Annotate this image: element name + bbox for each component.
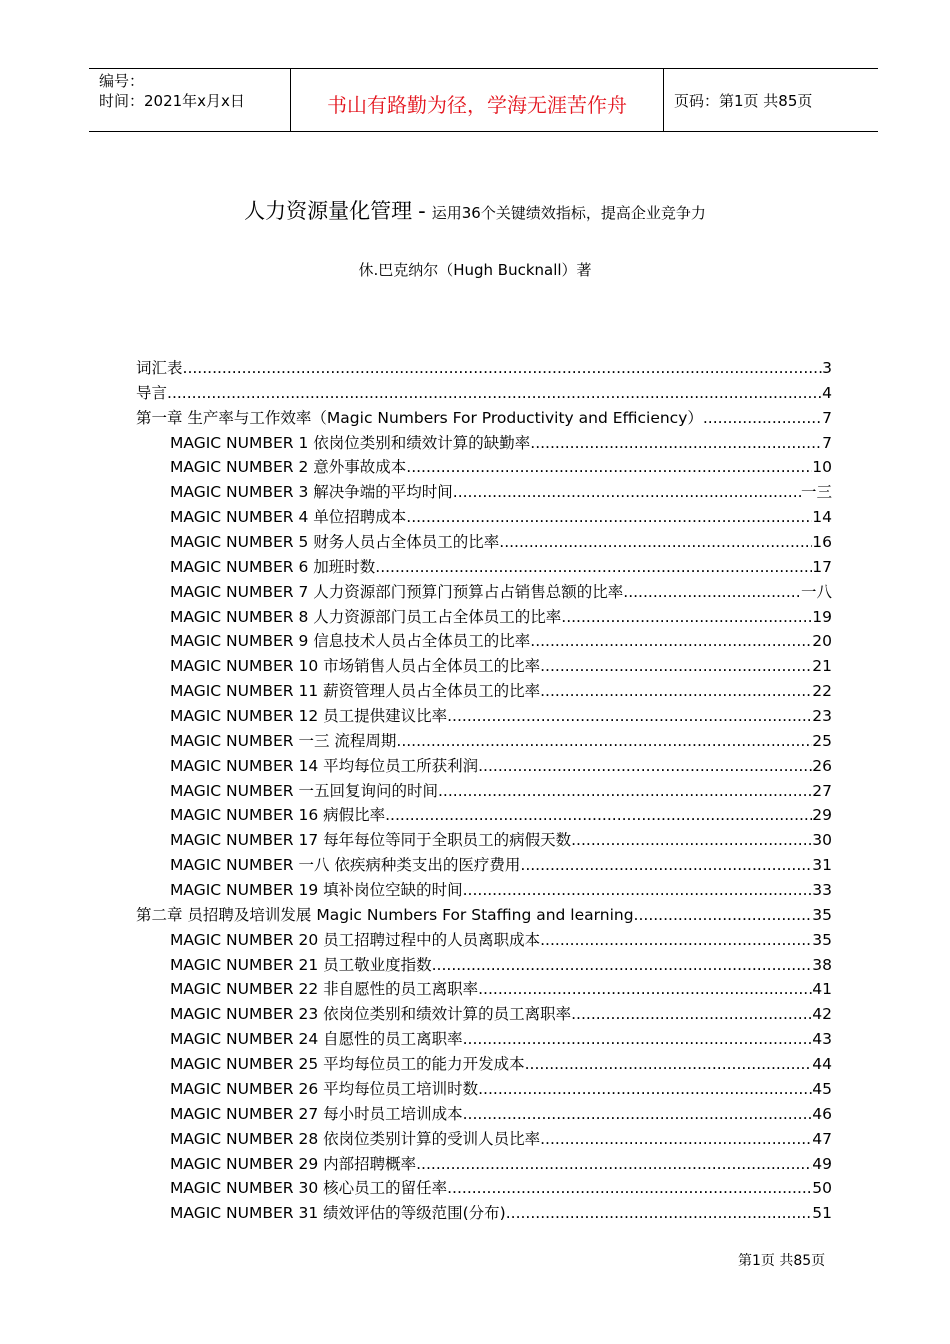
toc-entry[interactable]	[136, 431, 832, 456]
toc-leader-dots	[530, 632, 812, 650]
toc-leader-dots	[540, 1130, 812, 1148]
toc-entry-page: 一八	[800, 582, 832, 601]
toc-entry-title: MAGIC NUMBER 12 员工提供建议比率	[170, 707, 448, 726]
toc-leader-dots	[183, 359, 823, 377]
footer-page-label: 第1页 共85页	[738, 1253, 826, 1269]
toc-entry-title: MAGIC NUMBER 25 平均每位员工的能力开发成本	[170, 1055, 525, 1074]
toc-entry-title: MAGIC NUMBER 3 解决争端的平均时间	[170, 483, 453, 502]
toc-leader-dots	[525, 1055, 813, 1073]
toc-entry-title: MAGIC NUMBER 31 绩效评估的等级范围(分布)	[170, 1204, 506, 1223]
toc-leader-dots	[463, 1105, 813, 1123]
toc-leader-dots	[478, 980, 812, 998]
toc-leader-dots	[375, 558, 812, 576]
toc-entry-title: MAGIC NUMBER 14 平均每位员工所获利润	[170, 756, 479, 775]
toc-leader-dots	[530, 434, 822, 452]
toc-entry[interactable]	[136, 977, 832, 1002]
toc-entry-title: MAGIC NUMBER 10 市场销售人员占全体员工的比率	[170, 657, 541, 676]
toc-leader-dots	[634, 906, 813, 924]
toc-leader-dots	[478, 757, 812, 775]
toc-entry-title: MAGIC NUMBER 6 加班时数	[170, 557, 376, 576]
toc-entry[interactable]	[136, 754, 832, 779]
toc-leader-dots	[463, 1030, 813, 1048]
toc-entry-title: 第二章 员招聘及培训发展 Magic Numbers For Staffing and learning	[136, 905, 634, 924]
toc-entry-title: MAGIC NUMBER 4 单位招聘成本	[170, 508, 407, 527]
header-motto-cell	[291, 69, 664, 131]
toc-entry-page: 26	[812, 756, 832, 775]
toc-entry[interactable]	[136, 555, 832, 580]
toc-entry-page: 3	[822, 359, 832, 377]
toc-entry-page: 46	[812, 1104, 832, 1123]
toc-entry[interactable]	[136, 1002, 832, 1027]
toc-entry-page: 21	[812, 657, 832, 676]
toc-leader-dots	[447, 1179, 812, 1197]
toc-entry-page: 20	[812, 632, 832, 651]
toc-entry-title: MAGIC NUMBER 一八 依疾病种类支出的医疗费用	[170, 856, 521, 875]
toc-entry[interactable]	[136, 1176, 832, 1201]
document-title	[0, 195, 950, 225]
toc-entry-title: MAGIC NUMBER 11 薪资管理人员占全体员工的比率	[170, 682, 541, 701]
toc-entry-title: MAGIC NUMBER 22 非自愿性的员工离职率	[170, 980, 479, 999]
toc-entry[interactable]	[136, 1152, 832, 1177]
toc-entry-title: 导言	[136, 383, 168, 402]
toc-entry[interactable]	[136, 605, 832, 630]
toc-leader-dots	[396, 732, 812, 750]
toc-leader-dots	[438, 782, 812, 800]
toc-entry[interactable]	[136, 803, 832, 828]
toc-entry-page: 22	[812, 682, 832, 701]
title-separator: -	[418, 199, 426, 223]
header-page-cell	[664, 69, 878, 131]
toc-entry-page: 33	[812, 881, 832, 900]
toc-leader-dots	[571, 831, 812, 849]
toc-leader-dots	[478, 1080, 812, 1098]
toc-entry-title: MAGIC NUMBER 8 人力资源部门员工占全体员工的比率	[170, 607, 562, 626]
toc-entry-title: MAGIC NUMBER 9 信息技术人员占全体员工的比率	[170, 632, 531, 651]
toc-entry-page: 17	[812, 557, 832, 576]
toc-entry[interactable]	[136, 1027, 832, 1052]
toc-entry-page: 51	[812, 1204, 832, 1223]
title-main: 人力资源量化管理	[244, 199, 413, 223]
toc-entry[interactable]	[136, 679, 832, 704]
toc-entry-title: MAGIC NUMBER 5 财务人员占全体员工的比率	[170, 533, 500, 552]
toc-leader-dots	[406, 508, 812, 526]
toc-entry-page: 一三	[800, 483, 832, 502]
header-page-label: 页码：第1页 共85页	[674, 92, 813, 110]
toc-entry-page: 7	[822, 433, 832, 452]
toc-entry-page: 16	[812, 533, 832, 552]
toc-entry-title: MAGIC NUMBER 16 病假比率	[170, 806, 386, 825]
toc-leader-dots	[432, 956, 813, 974]
toc-entry-title: MAGIC NUMBER 19 填补岗位空缺的时间	[170, 881, 463, 900]
toc-leader-dots	[499, 533, 812, 551]
toc-entry-page: 42	[812, 1005, 832, 1024]
toc-leader-dots	[571, 1005, 812, 1023]
toc-entry-page: 47	[812, 1129, 832, 1148]
toc-entry-title: MAGIC NUMBER 23 依岗位类别和绩效计算的员工离职率	[170, 1005, 572, 1024]
toc-leader-dots	[623, 583, 801, 601]
date-label: 时间：2021年x月x日	[99, 92, 245, 110]
toc-entry-page: 45	[812, 1079, 832, 1098]
header-meta-cell	[89, 69, 291, 131]
toc-entry[interactable]	[136, 878, 832, 903]
toc-leader-dots	[703, 409, 822, 427]
toc-leader-dots	[447, 707, 812, 725]
toc-entry[interactable]	[136, 853, 832, 878]
toc-entry[interactable]	[136, 828, 832, 853]
toc-entry-title: MAGIC NUMBER 28 依岗位类别计算的受训人员比率	[170, 1129, 541, 1148]
toc-entry-page: 30	[812, 831, 832, 850]
toc-entry-title: MAGIC NUMBER 27 每小时员工培训成本	[170, 1104, 463, 1123]
toc-entry[interactable]	[136, 1052, 832, 1077]
toc-leader-dots	[453, 483, 801, 501]
toc-entry[interactable]	[136, 580, 832, 605]
toc-leader-dots	[520, 856, 812, 874]
toc-leader-dots	[540, 657, 812, 675]
toc-leader-dots	[167, 384, 822, 402]
toc-entry[interactable]	[136, 381, 832, 406]
toc-entry-title: MAGIC NUMBER 1 依岗位类别和绩效计算的缺勤率	[170, 433, 531, 452]
toc-entry[interactable]	[136, 480, 832, 505]
toc-leader-dots	[416, 1155, 812, 1173]
toc-entry[interactable]	[136, 779, 832, 804]
toc-entry-page: 50	[812, 1179, 832, 1198]
toc-entry-title: MAGIC NUMBER 29 内部招聘概率	[170, 1154, 417, 1173]
toc-leader-dots	[406, 458, 812, 476]
toc-entry[interactable]	[136, 406, 832, 431]
toc-entry-title: MAGIC NUMBER 24 自愿性的员工离职率	[170, 1030, 463, 1049]
toc-entry-title: MAGIC NUMBER 30 核心员工的留任率	[170, 1179, 448, 1198]
toc-leader-dots	[506, 1204, 813, 1222]
toc-entry-page: 43	[812, 1030, 832, 1049]
title-subtitle: 运用36个关键绩效指标，提高企业竞争力	[431, 204, 706, 222]
toc-entry-page: 29	[812, 806, 832, 825]
toc-entry[interactable]	[136, 1102, 832, 1127]
toc-leader-dots	[540, 931, 812, 949]
toc-entry-title: MAGIC NUMBER 一三 流程周期	[170, 731, 397, 750]
toc-entry-title: 词汇表	[136, 359, 183, 377]
toc-entry[interactable]	[136, 455, 832, 480]
toc-entry-title: MAGIC NUMBER 26 平均每位员工培训时数	[170, 1079, 479, 1098]
toc-entry-title: 第一章 生产率与工作效率（Magic Numbers For Productivity and Efficiency）	[136, 408, 703, 427]
toc-entry-page: 49	[812, 1154, 832, 1173]
toc-entry-page: 35	[812, 930, 832, 949]
toc-leader-dots	[385, 806, 812, 824]
toc-entry[interactable]	[136, 1201, 832, 1226]
toc-entry-page: 10	[812, 458, 832, 477]
toc-entry[interactable]	[136, 903, 832, 928]
header-table	[89, 68, 878, 132]
toc-leader-dots	[561, 608, 812, 626]
toc-entry-page: 27	[812, 781, 832, 800]
toc-entry[interactable]	[136, 729, 832, 754]
toc-entry-title: MAGIC NUMBER 2 意外事故成本	[170, 458, 407, 477]
toc-entry[interactable]	[136, 505, 832, 530]
toc-leader-dots	[463, 881, 813, 899]
toc-entry-page: 31	[812, 856, 832, 875]
toc-entry[interactable]	[136, 704, 832, 729]
toc-entry[interactable]	[136, 953, 832, 978]
author-line: 休.巴克纳尔（Hugh Bucknall）著	[358, 261, 592, 279]
toc-entry[interactable]	[136, 928, 832, 953]
toc-entry-page: 7	[822, 408, 832, 427]
toc-entry-title: MAGIC NUMBER 20 员工招聘过程中的人员离职成本	[170, 930, 541, 949]
toc-entry[interactable]	[136, 629, 832, 654]
toc-entry[interactable]	[136, 530, 832, 555]
toc-entry-title: MAGIC NUMBER 21 员工敬业度指数	[170, 955, 432, 974]
toc-entry-page: 44	[812, 1055, 832, 1074]
toc-entry[interactable]	[136, 654, 832, 679]
toc-entry[interactable]	[136, 1077, 832, 1102]
toc-entry-page: 14	[812, 508, 832, 527]
toc-entry-page: 38	[812, 955, 832, 974]
toc-entry-page: 25	[812, 731, 832, 750]
table-of-contents	[136, 356, 832, 1226]
toc-entry[interactable]	[136, 1127, 832, 1152]
toc-entry-page: 35	[812, 905, 832, 924]
toc-entry-page: 41	[812, 980, 832, 999]
toc-entry-title: MAGIC NUMBER 7 人力资源部门预算门预算占占销售总额的比率	[170, 582, 624, 601]
toc-entry[interactable]	[136, 356, 832, 381]
motto-text: 书山有路勤为径，学海无涯苦作舟	[327, 93, 627, 117]
toc-entry-page: 4	[822, 383, 832, 402]
toc-entry-page: 23	[812, 707, 832, 726]
toc-entry-page: 19	[812, 607, 832, 626]
toc-leader-dots	[540, 682, 812, 700]
toc-entry-title: MAGIC NUMBER 17 每年每位等同于全职员工的病假天数	[170, 831, 572, 850]
toc-entry-title: MAGIC NUMBER 一五回复询问的时间	[170, 781, 438, 800]
serial-label: 编号：	[99, 72, 145, 90]
